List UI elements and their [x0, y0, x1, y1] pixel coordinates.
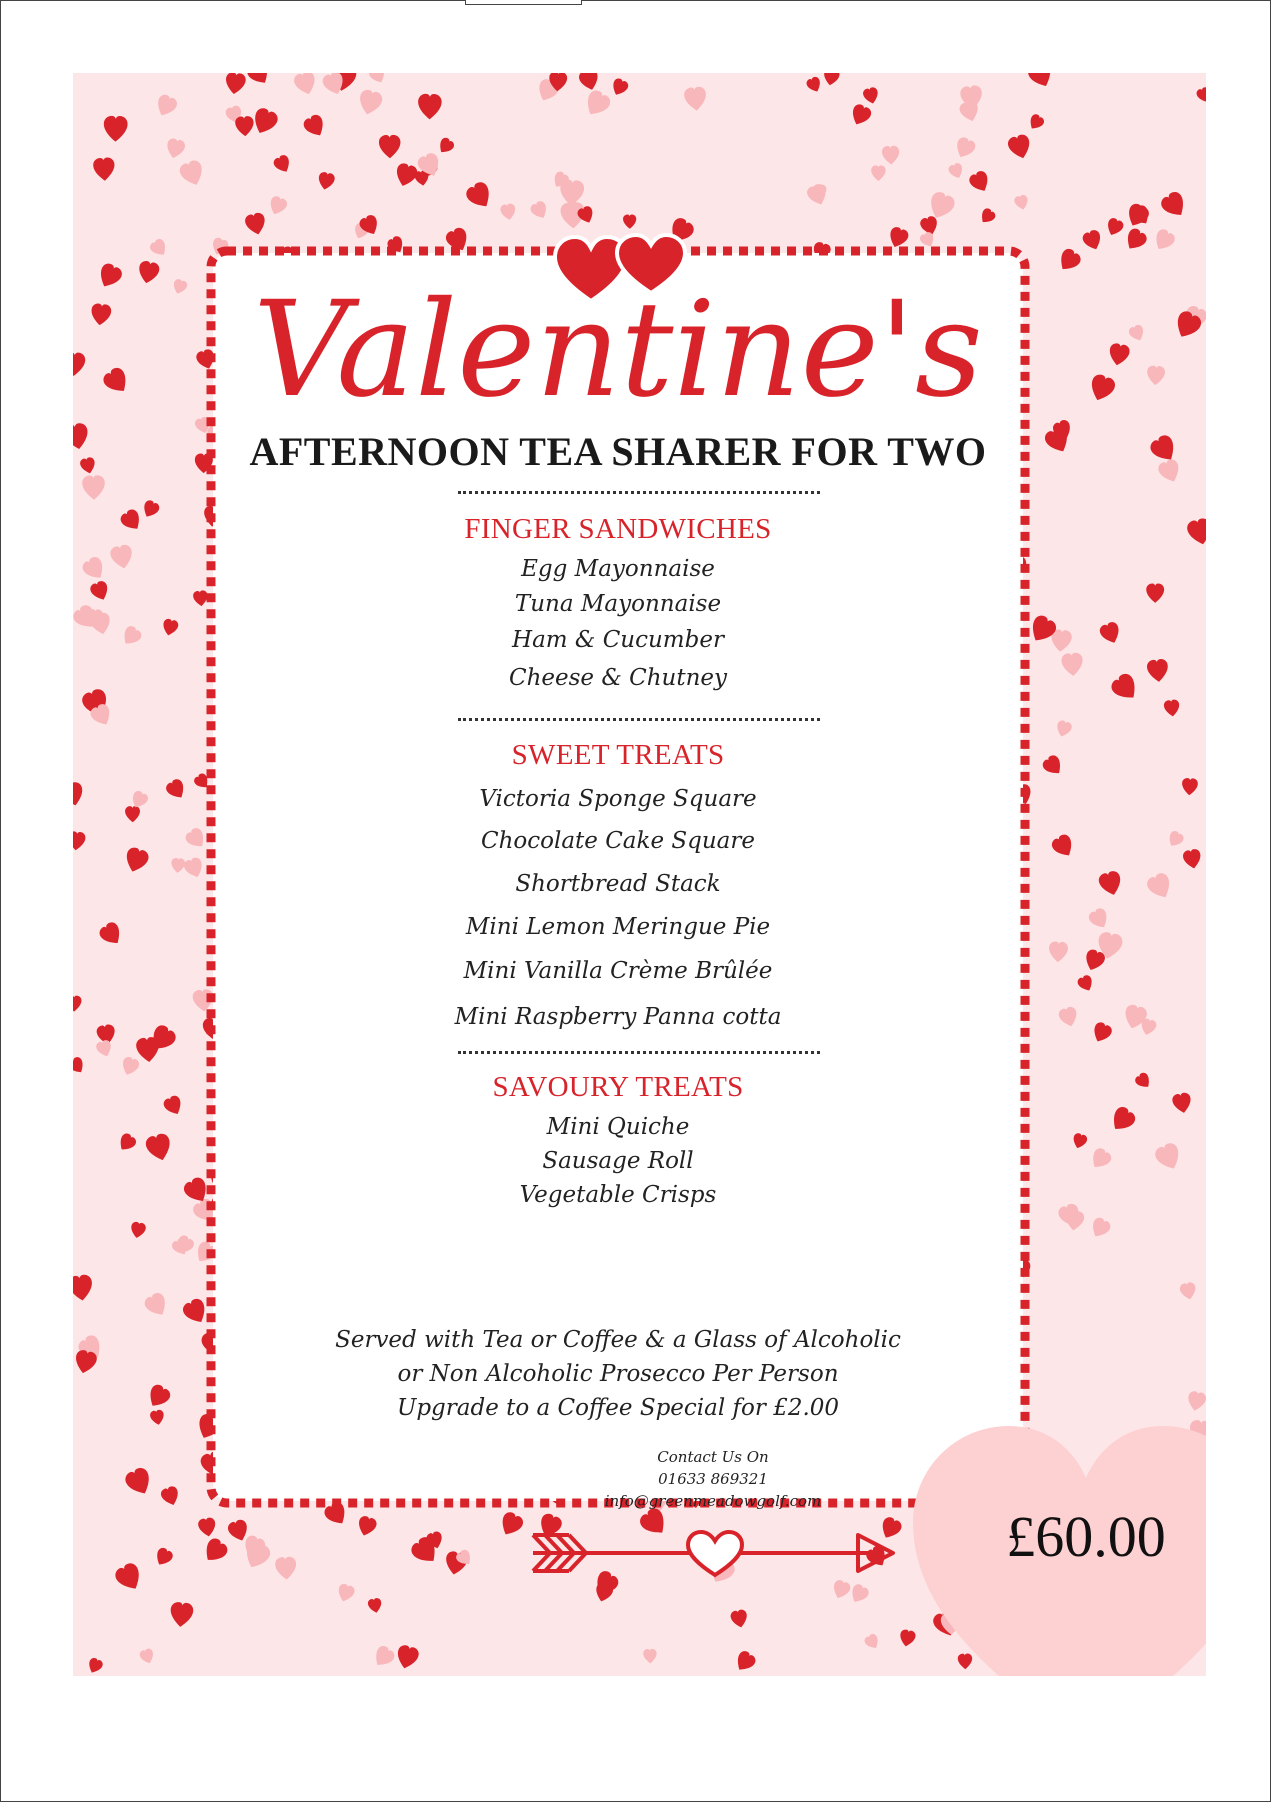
- confetti-heart-icon: [73, 352, 86, 377]
- confetti-heart-icon: [862, 86, 880, 105]
- confetti-heart-icon: [436, 136, 456, 156]
- confetti-heart-icon: [95, 1039, 114, 1059]
- confetti-heart-icon: [119, 1055, 140, 1077]
- confetti-heart-icon: [109, 543, 135, 570]
- confetti-heart-icon: [118, 507, 145, 534]
- confetti-heart-icon: [1054, 719, 1073, 738]
- confetti-heart-icon: [500, 203, 517, 221]
- confetti-heart-icon: [113, 1561, 146, 1595]
- confetti-heart-icon: [90, 303, 112, 327]
- confetti-heart-icon: [79, 456, 97, 475]
- confetti-heart-icon: [1145, 871, 1176, 903]
- confetti-heart-icon: [73, 422, 91, 451]
- confetti-heart-icon: [1165, 829, 1185, 849]
- confetti-heart-icon: [171, 278, 188, 296]
- menu-item: Shortbread Stack: [515, 871, 721, 897]
- section-heading: SAVOURY TREATS: [492, 1071, 744, 1103]
- confetti-heart-icon: [97, 920, 126, 949]
- confetti-heart-icon: [164, 777, 189, 802]
- confetti-heart-icon: [730, 1609, 749, 1630]
- confetti-heart-icon: [1013, 194, 1029, 211]
- confetti-heart-icon: [497, 1510, 526, 1540]
- confetti-heart-icon: [1179, 1281, 1198, 1301]
- confetti-heart-icon: [197, 1517, 217, 1538]
- confetti-heart-icon: [169, 1601, 194, 1628]
- confetti-heart-icon: [235, 116, 255, 137]
- confetti-heart-icon: [144, 1382, 172, 1411]
- confetti-heart-icon: [1057, 1005, 1079, 1028]
- section-heading: FINGER SANDWICHES: [464, 513, 772, 545]
- confetti-heart-icon: [367, 1597, 383, 1614]
- menu-item: Tuna Mayonnaise: [514, 591, 722, 617]
- confetti-heart-icon: [356, 88, 384, 117]
- section-heading: SWEET TREATS: [511, 739, 725, 771]
- confetti-heart-icon: [529, 199, 551, 221]
- confetti-heart-icon: [805, 75, 823, 94]
- confetti-heart-icon: [336, 1583, 356, 1604]
- confetti-heart-icon: [122, 846, 150, 875]
- confetti-heart-icon: [86, 1656, 104, 1675]
- confetti-heart-icon: [1108, 671, 1142, 705]
- confetti-heart-icon: [1158, 189, 1190, 221]
- confetti-heart-icon: [1163, 699, 1180, 717]
- confetti-heart-icon: [1090, 1020, 1114, 1045]
- confetti-heart-icon: [1153, 1141, 1185, 1174]
- section-sweet-treats: [213, 739, 1023, 1040]
- confetti-heart-icon: [1061, 652, 1084, 677]
- confetti-heart-icon: [148, 237, 170, 259]
- section-finger-sandwiches: [213, 513, 1023, 698]
- confetti-heart-icon: [1156, 458, 1183, 486]
- confetti-heart-icon: [967, 169, 992, 195]
- confetti-heart-icon: [144, 1132, 174, 1163]
- confetti-heart-icon: [1088, 1216, 1113, 1241]
- confetti-heart-icon: [153, 93, 179, 120]
- served-line: or Non Alcoholic Prosecco Per Person: [397, 1361, 839, 1387]
- menu-item: Sausage Roll: [542, 1148, 694, 1174]
- menu-item: Cheese & Chutney: [508, 665, 728, 691]
- confetti-heart-icon: [1026, 73, 1056, 91]
- contact-phone: 01633 869321: [658, 1470, 768, 1488]
- subtitle: AFTERNOON TEA SHARER FOR TWO: [249, 429, 987, 474]
- confetti-heart-icon: [1098, 620, 1123, 646]
- confetti-heart-icon: [178, 158, 207, 188]
- confetti-heart-icon: [152, 1546, 174, 1569]
- menu-item: Ham & Cucumber: [512, 627, 724, 653]
- confetti-heart-icon: [1040, 753, 1065, 779]
- menu-item: Mini Quiche: [546, 1114, 690, 1140]
- confetti-heart-icon: [73, 781, 86, 808]
- confetti-heart-icon: [623, 214, 636, 229]
- dotted-divider: [458, 718, 820, 721]
- confetti-heart-icon: [149, 1409, 165, 1426]
- confetti-heart-icon: [162, 1094, 185, 1118]
- confetti-heart-icon: [171, 858, 186, 874]
- confetti-heart-icon: [135, 1036, 160, 1063]
- confetti-heart-icon: [95, 261, 124, 291]
- confetti-heart-icon: [89, 579, 112, 603]
- confetti-heart-icon: [1107, 342, 1131, 367]
- confetti-heart-icon: [1124, 202, 1152, 230]
- confetti-heart-icon: [1055, 246, 1083, 275]
- confetti-heart-icon: [418, 94, 442, 120]
- confetti-heart-icon: [1087, 906, 1112, 932]
- confetti-heart-icon: [1026, 113, 1046, 133]
- confetti-heart-icon: [355, 1515, 378, 1539]
- arrow-heart-icon: [688, 1532, 742, 1575]
- page-tab: [465, 0, 582, 5]
- confetti-heart-icon: [1186, 1390, 1206, 1412]
- confetti-heart-icon: [609, 77, 630, 98]
- script-title: [213, 263, 1023, 433]
- confetti-heart-icon: [125, 806, 140, 822]
- confetti-heart-icon: [73, 1274, 94, 1302]
- confetti-heart-icon: [1151, 227, 1177, 254]
- confetti-heart-icon: [116, 1131, 139, 1154]
- confetti-heart-icon: [73, 1055, 87, 1076]
- confetti-heart-icon: [370, 1644, 397, 1671]
- contact-email: info@greenmeadowgolf.com: [604, 1492, 822, 1510]
- served-with-note: [213, 1323, 1023, 1425]
- confetti-heart-icon: [847, 1582, 870, 1606]
- menu-item: Egg Mayonnaise: [521, 556, 715, 582]
- confetti-heart-icon: [1071, 1132, 1088, 1150]
- dotted-divider: [458, 491, 820, 494]
- confetti-heart-icon: [1049, 832, 1077, 860]
- confetti-heart-icon: [182, 856, 206, 880]
- confetti-heart-icon: [848, 102, 873, 128]
- confetti-heart-icon: [301, 113, 328, 141]
- confetti-heart-icon: [978, 207, 998, 227]
- menu-item: Mini Vanilla Crème Brûlée: [463, 958, 773, 984]
- confetti-heart-icon: [123, 1465, 156, 1499]
- confetti-heart-icon: [275, 1556, 297, 1580]
- confetti-heart-icon: [1181, 778, 1198, 796]
- confetti-heart-icon: [683, 86, 707, 112]
- confetti-heart-icon: [394, 1644, 420, 1671]
- confetti-heart-icon: [952, 135, 977, 161]
- confetti-heart-icon: [159, 1485, 181, 1508]
- confetti-heart-icon: [863, 1632, 882, 1651]
- menu-item: Victoria Sponge Square: [479, 786, 757, 812]
- confetti-heart-icon: [822, 73, 840, 87]
- confetti-heart-icon: [119, 624, 144, 649]
- confetti-heart-icon: [73, 996, 81, 1012]
- confetti-heart-icon: [200, 1536, 230, 1567]
- confetti-heart-icon: [129, 1221, 146, 1239]
- confetti-heart-icon: [1133, 1071, 1153, 1091]
- menu-item: Mini Raspberry Panna cotta: [454, 1004, 782, 1030]
- confetti-heart-icon: [1171, 1092, 1193, 1115]
- section-savoury-treats: [213, 1071, 1023, 1212]
- confetti-heart-icon: [104, 116, 128, 142]
- confetti-heart-icon: [80, 554, 109, 583]
- contact-heading: Contact Us On: [657, 1448, 769, 1466]
- menu-item: Mini Lemon Meringue Pie: [465, 914, 771, 940]
- confetti-heart-icon: [882, 145, 900, 164]
- confetti-heart-icon: [1146, 365, 1165, 385]
- confetti-heart-icon: [1097, 869, 1124, 897]
- confetti-heart-icon: [161, 618, 179, 637]
- confetti-heart-icon: [101, 365, 133, 398]
- poster: [73, 73, 1206, 1676]
- confetti-heart-icon: [1122, 226, 1149, 254]
- confetti-heart-icon: [272, 153, 293, 175]
- confetti-heart-icon: [1064, 1210, 1085, 1232]
- menu-item: Chocolate Cake Square: [480, 828, 755, 854]
- confetti-heart-icon: [578, 73, 601, 92]
- confetti-heart-icon: [379, 135, 401, 159]
- confetti-heart-icon: [136, 260, 160, 285]
- confetti-heart-icon: [73, 831, 86, 851]
- confetti-heart-icon: [1104, 217, 1125, 239]
- confetti-heart-icon: [947, 162, 965, 181]
- confetti-heart-icon: [1048, 941, 1068, 962]
- confetti-heart-icon: [581, 88, 613, 121]
- confetti-heart-icon: [1127, 323, 1146, 343]
- confetti-heart-icon: [732, 1649, 758, 1675]
- title-script-text: Valentine's: [253, 273, 983, 427]
- confetti-heart-icon: [1186, 517, 1206, 547]
- confetti-heart-icon: [1195, 86, 1206, 105]
- confetti-heart-icon: [643, 1649, 657, 1664]
- confetti-heart-icon: [1086, 372, 1117, 404]
- confetti-heart-icon: [292, 73, 318, 97]
- confetti-heart-icon: [224, 73, 246, 95]
- confetti-heart-icon: [1148, 432, 1181, 466]
- contact-block: [553, 1446, 873, 1512]
- confetti-heart-icon: [1146, 658, 1169, 683]
- confetti-heart-icon: [1146, 583, 1164, 602]
- confetti-heart-icon: [871, 165, 885, 181]
- confetti-heart-icon: [82, 475, 105, 500]
- served-line: Served with Tea or Coffee & a Glass of Alcoholic: [335, 1327, 901, 1353]
- confetti-heart-icon: [267, 195, 289, 218]
- confetti-heart-icon: [1182, 848, 1203, 870]
- price-label: £60.00: [1006, 1504, 1166, 1569]
- menu-item: Vegetable Crisps: [519, 1182, 717, 1208]
- confetti-heart-icon: [93, 157, 116, 181]
- confetti-heart-icon: [249, 106, 280, 138]
- confetti-heart-icon: [138, 1647, 155, 1665]
- confetti-heart-icon: [165, 137, 187, 160]
- dotted-divider: [458, 1051, 820, 1054]
- confetti-heart-icon: [142, 1290, 171, 1319]
- confetti-heart-icon: [140, 499, 161, 521]
- confetti-heart-icon: [1107, 1104, 1138, 1135]
- confetti-heart-icon: [244, 211, 268, 236]
- confetti-heart-icon: [1076, 974, 1096, 994]
- confetti-heart-icon: [317, 171, 336, 191]
- confetti-heart-icon: [245, 73, 273, 88]
- upgrade-line: Upgrade to a Coffee Special for £2.00: [396, 1395, 840, 1421]
- confetti-heart-icon: [1087, 1146, 1113, 1173]
- confetti-heart-icon: [367, 73, 388, 86]
- confetti-heart-icon: [1081, 228, 1104, 252]
- arrow-icon: [528, 1523, 898, 1583]
- confetti-heart-icon: [1006, 133, 1033, 161]
- confetti-heart-icon: [463, 179, 495, 212]
